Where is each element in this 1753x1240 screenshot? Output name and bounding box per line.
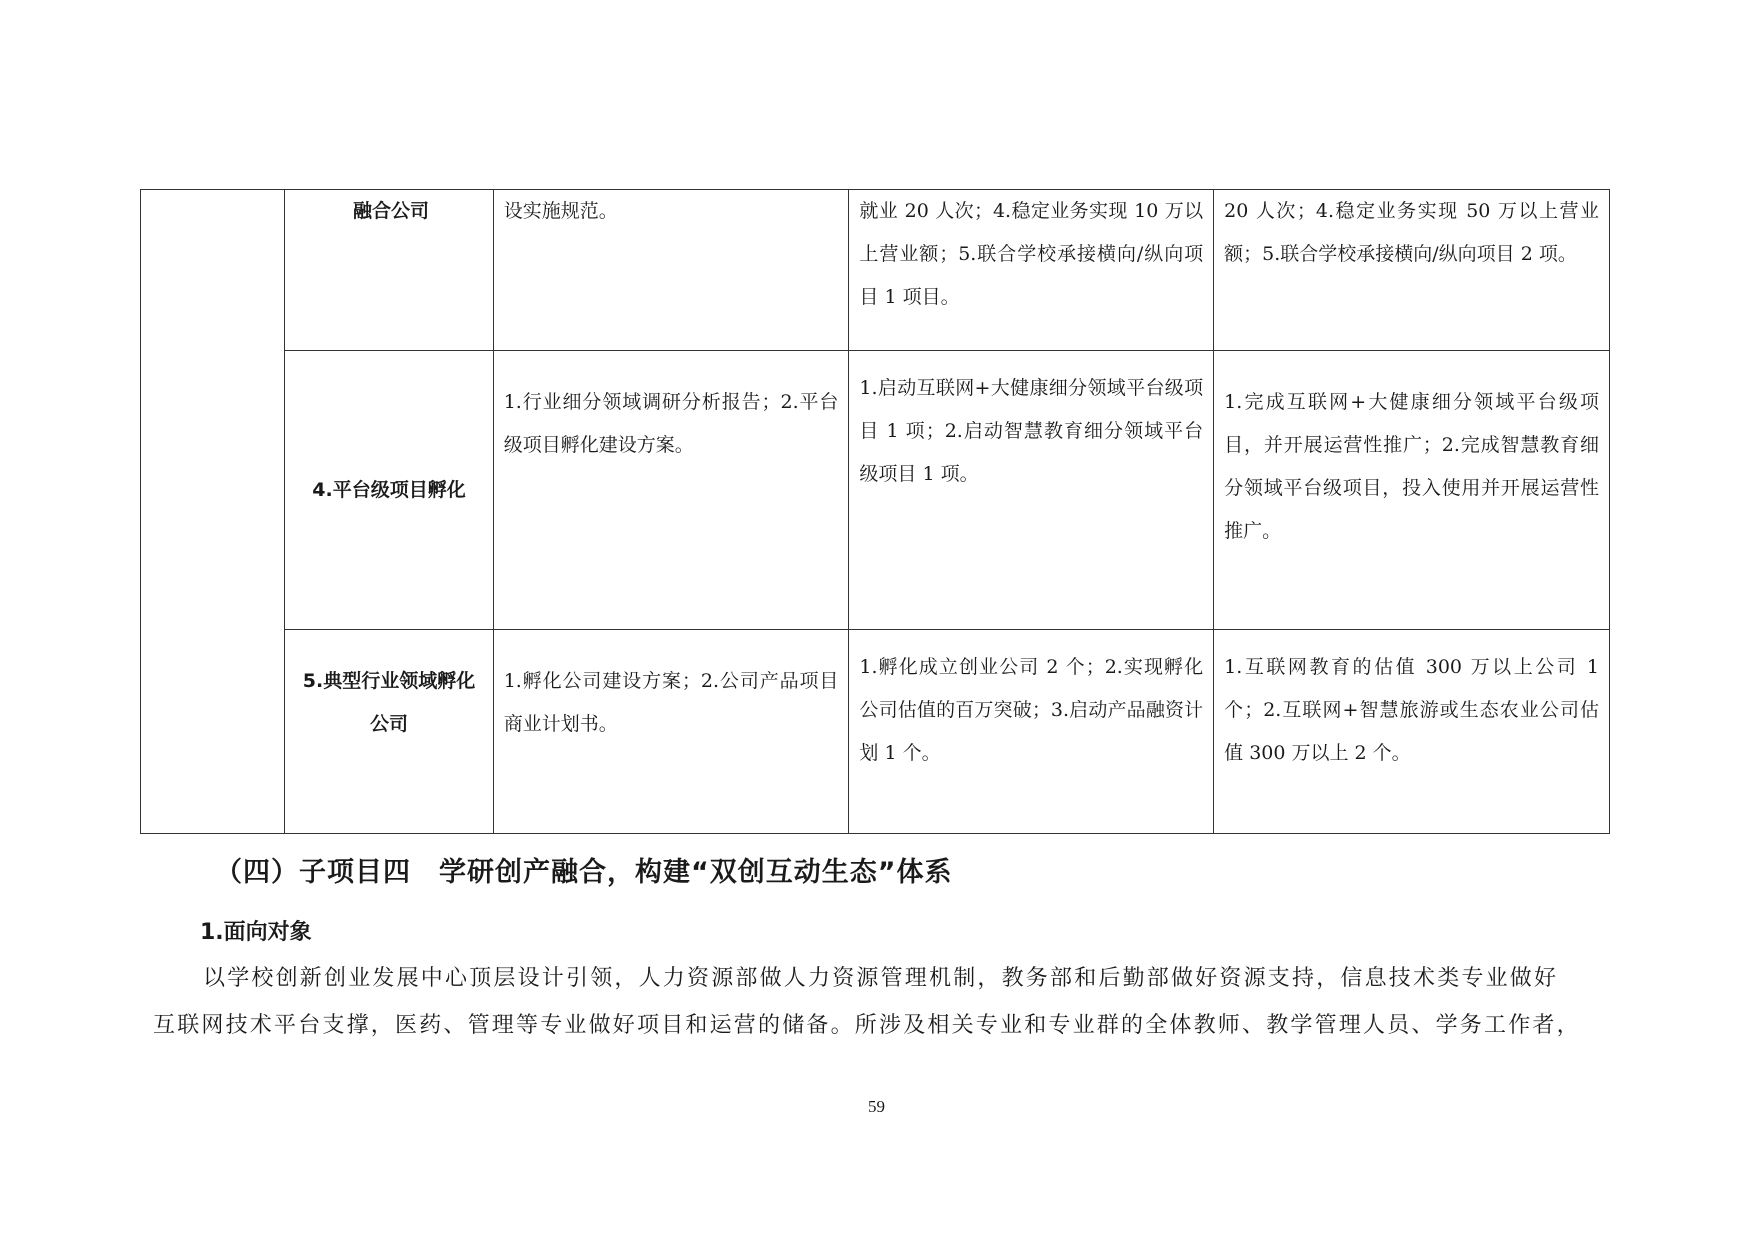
sub-heading: 1.面向对象 [200, 920, 312, 945]
section-heading: （四）子项目四 学研创产融合，构建“双创互动生态”体系 [215, 857, 953, 888]
paragraph-line: 以学校创新创业发展中心顶层设计引领，人力资源部做人力资源管理机制，教务部和后勤部做好资源支持，信息技术类专业做好 [203, 966, 1559, 991]
target-b-cell: 20 人次；4.稳定业务实现 50 万以上营业额；5.联合学校承接横向/纵向项目 2 项。 [1214, 190, 1610, 351]
task-name-cell: 4.平台级项目孵化 [285, 351, 493, 630]
task-name-cell: 5.典型行业领域孵化公司 [285, 630, 493, 834]
construction-targets-table [140, 189, 1610, 834]
merged-category-cell [141, 190, 285, 834]
target-b-cell: 1.互联网教育的估值 300 万以上公司 1 个；2.互联网+智慧旅游或生态农业公司估值 300 万以上 2 个。 [1214, 630, 1610, 834]
table-row [141, 190, 1610, 351]
target-a-cell: 1.启动互联网+大健康细分领域平台级项目 1 项；2.启动智慧教育细分领域平台级项目 1 项。 [849, 351, 1214, 630]
target-b-cell: 1.完成互联网+大健康细分领域平台级项目，并开展运营性推广；2.完成智慧教育细分领域平台级项目，投入使用并开展运营性推广。 [1214, 351, 1610, 630]
task-content-cell: 1.行业细分领域调研分析报告；2.平台级项目孵化建设方案。 [493, 351, 849, 630]
target-a-cell: 就业 20 人次；4.稳定业务实现 10 万以上营业额；5.联合学校承接横向/纵向项目 1 项目。 [849, 190, 1214, 351]
target-a-cell: 1.孵化成立创业公司 2 个；2.实现孵化公司估值的百万突破；3.启动产品融资计划 1 个。 [849, 630, 1214, 834]
table-row [141, 351, 1610, 630]
task-content-cell: 1.孵化公司建设方案；2.公司产品项目商业计划书。 [493, 630, 849, 834]
task-name-cell: 融合公司 [285, 190, 493, 351]
table-row [141, 630, 1610, 834]
paragraph-line: 互联网技术平台支撑，医药、管理等专业做好项目和运营的储备。所涉及相关专业和专业群的全体教师、教学管理人员、学务工作者， [153, 1013, 1581, 1038]
page-number: 59 [868, 1097, 885, 1116]
task-content-cell: 设实施规范。 [493, 190, 849, 351]
